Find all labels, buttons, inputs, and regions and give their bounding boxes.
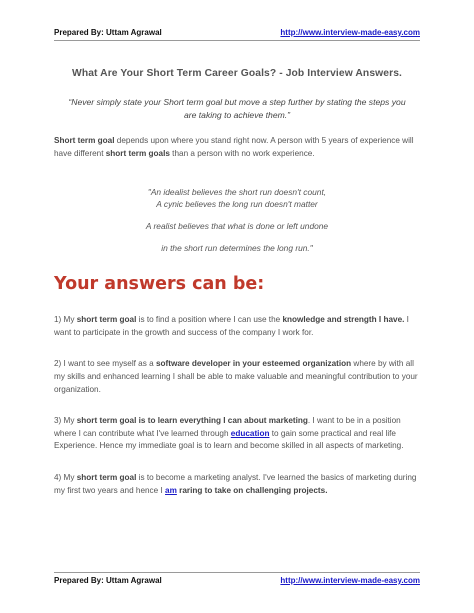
answer-4-text-2: is to become a marketing analyst. I've learned the basics of marketing during my first two years and hence I bbox=[54, 472, 417, 495]
intro-term-1: Short term goal bbox=[54, 136, 115, 145]
am-link[interactable]: am bbox=[165, 485, 177, 495]
intro-paragraph bbox=[54, 135, 420, 160]
document-body bbox=[54, 68, 420, 497]
answer-1-bold-2: knowledge and strength I have. bbox=[282, 315, 405, 325]
page-header bbox=[54, 28, 420, 37]
answer-3-text-3: to gain some practical and real life Experience. Hence my immediate goal is to learn and become skilled in all aspects of marketing. bbox=[54, 428, 404, 451]
answer-2-bold-1: software developer in your esteemed organization bbox=[155, 359, 352, 369]
answer-3 bbox=[54, 415, 420, 453]
quote-gap bbox=[54, 210, 420, 220]
answer-1 bbox=[54, 314, 420, 339]
answer-2 bbox=[54, 358, 420, 396]
answer-1-text-3: I want to participate in the growth and success of the company I work for. bbox=[54, 315, 409, 337]
answer-4 bbox=[54, 472, 420, 497]
lead-quote: “Never simply state your Short term goal but move a step further by stating the steps you are taking to achieve them.” bbox=[68, 97, 406, 120]
answer-1-text-2: is to find a position where I can use the bbox=[136, 315, 283, 325]
quote-line-4: in the short run determines the long run." bbox=[161, 243, 313, 254]
header-divider bbox=[54, 40, 420, 41]
answer-2-text-1: 2) I want to see myself as a bbox=[54, 359, 156, 369]
answer-4-bold-2: raring to take on challenging projects. bbox=[179, 485, 328, 495]
footer-prepared-by: Prepared By: Uttam Agrawal bbox=[54, 576, 162, 585]
answer-4-text-1: 4) My bbox=[54, 472, 77, 482]
footer-divider bbox=[54, 572, 420, 573]
answer-3-text-1: 3) My bbox=[54, 416, 77, 426]
answer-3-text-2: . I want to be in a position where I can contribute what I've learned through bbox=[54, 416, 401, 438]
quote-gap bbox=[54, 232, 420, 242]
answer-2-text-2: where by with all my skills and enhanced learning I shall be able to make valuable and meaningful contribution to your organization. bbox=[54, 359, 418, 394]
quote-line-2: A cynic believes the long run doesn't matter bbox=[156, 199, 318, 210]
answer-1-text-1: 1) My bbox=[54, 315, 77, 325]
intro-term-2: short term goals bbox=[105, 148, 170, 158]
page-footer bbox=[54, 576, 420, 585]
answers-heading: Your answers can be: bbox=[54, 274, 265, 295]
header-prepared-by: Prepared By: Uttam Agrawal bbox=[54, 28, 162, 37]
quote-line-3: A realist believes that what is done or left undone bbox=[145, 221, 329, 232]
intro-text-1: depends upon where you stand right now. A person with 5 years of experience will have different bbox=[54, 136, 414, 158]
page-title: What Are Your Short Term Career Goals? - Job Interview Answers. bbox=[72, 68, 402, 79]
answer-1-bold-1: short term goal bbox=[76, 315, 137, 325]
answer-3-bold-1: short term goal is to learn everything I can about marketing bbox=[76, 416, 308, 426]
header-website-link[interactable]: http://www.interview-made-easy.com bbox=[280, 28, 420, 37]
answer-4-bold-1: short term goal bbox=[76, 472, 137, 482]
quote-line-1: "An idealist believes the short run doesn't count, bbox=[147, 187, 327, 198]
footer-website-link[interactable]: http://www.interview-made-easy.com bbox=[280, 576, 420, 585]
education-link[interactable]: education bbox=[230, 428, 270, 438]
quote-block bbox=[54, 186, 420, 254]
intro-text-2: than a person with no work experience. bbox=[169, 148, 315, 158]
